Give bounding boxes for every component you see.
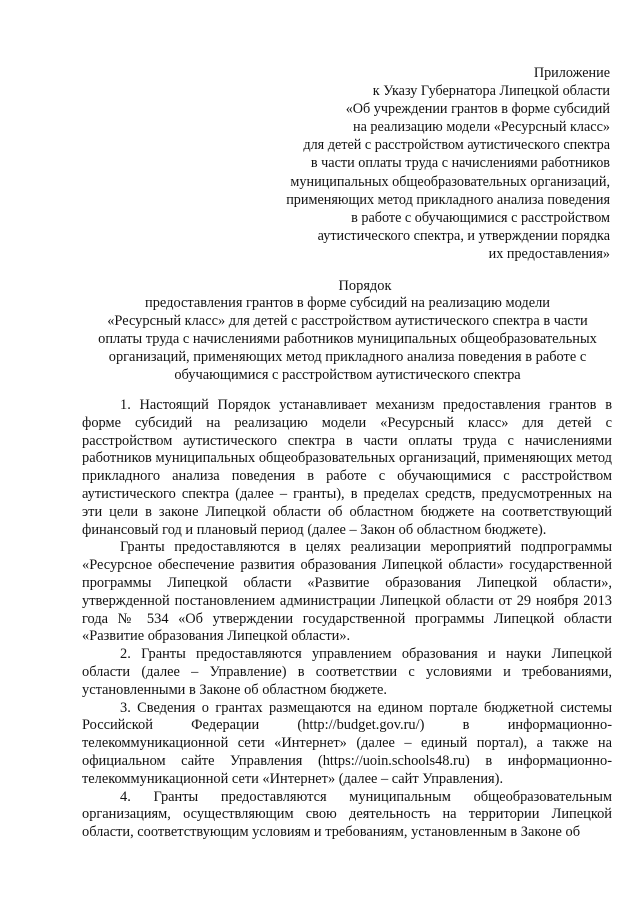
subtitle-line: организаций, применяющих метод прикладного анализа поведения в работе с <box>108 349 587 365</box>
document-body <box>82 397 612 842</box>
paragraph-1: 1. Настоящий Порядок устанавливает механизм предоставления грантов в форме субсидий на реализацию модели «Ресурсный класс» для детей с расстройством аутистического спектра в части оплаты труда с начислениями работников муниципальных общеобразовательных организаций, применяющих метод прикладного анализа поведения в работе с обучающимися с расстройством аутистического спектра (далее – гранты), в пределах средств, предусмотренных на эти цели в законе Липецкой области об областном бюджете на соответствующий финансовый год и плановый период (далее – Закон об областном бюджете). <box>82 397 612 538</box>
appendix-line: их предоставления» <box>488 245 610 262</box>
paragraph-3: 3. Сведения о грантах размещаются на едином портале бюджетной системы Российской Федерации (http://budget.gov.ru/) в информационно-телекоммуникационной сети «Интернет» (далее – единый портал), а также на официальном сайте Управления (https://uoin.schools48.ru) в информационно-телекоммуникационной сети «Интернет» (далее – сайт Управления). <box>82 699 612 787</box>
subtitle-line: предоставления грантов в форме субсидий на реализацию модели <box>145 295 550 311</box>
paragraph-4: 4. Гранты предоставляются муниципальным общеобразовательным организациям, осуществляющим свою деятельность на территории Липецкой области, соответствующим условиям и требованиям, установленным в Законе об <box>82 788 612 841</box>
appendix-line: в части оплаты труда с начислениями работников <box>310 155 610 172</box>
appendix-line: для детей с расстройством аутистического спектра <box>303 137 610 154</box>
appendix-line: аутистического спектра, и утверждении порядка <box>317 227 610 244</box>
appendix-line: Приложение <box>533 65 610 81</box>
appendix-line: применяющих метод прикладного анализа поведения <box>286 191 610 208</box>
document-title: Порядок <box>338 278 392 294</box>
subtitle-line: «Ресурсный класс» для детей с расстройством аутистического спектра в части <box>107 313 588 329</box>
appendix-line: на реализацию модели «Ресурсный класс» <box>353 119 610 136</box>
appendix-line: в работе с обучающимися с расстройством <box>351 209 610 226</box>
appendix-line: муниципальных общеобразовательных организаций, <box>290 173 610 190</box>
appendix-header <box>170 64 610 263</box>
subtitle-line: оплаты труда с начислениями работников муниципальных общеобразовательных <box>98 331 597 347</box>
subtitle-line: обучающимися с расстройством аутистического спектра <box>174 367 521 383</box>
paragraph-grants-purpose: Гранты предоставляются в целях реализации мероприятий подпрограммы «Ресурсное обеспечение развития образования Липецкой области» государственной программы Липецкой области «Развитие образования Липецкой области», утвержденной постановлением администрации Липецкой области от 29 ноября 2013 года № 534 «Об утверждении государственной программы Липецкой области «Развитие образования Липецкой области». <box>82 539 612 645</box>
document-subtitle <box>85 294 610 384</box>
paragraph-2: 2. Гранты предоставляются управлением образования и науки Липецкой области (далее – Управление) в соответствии с условиями и требованиями, установленными в Законе об областном бюджете. <box>82 646 612 698</box>
appendix-line: к Указу Губернатора Липецкой области <box>372 83 610 100</box>
appendix-line: «Об учреждении грантов в форме субсидий <box>345 101 610 118</box>
